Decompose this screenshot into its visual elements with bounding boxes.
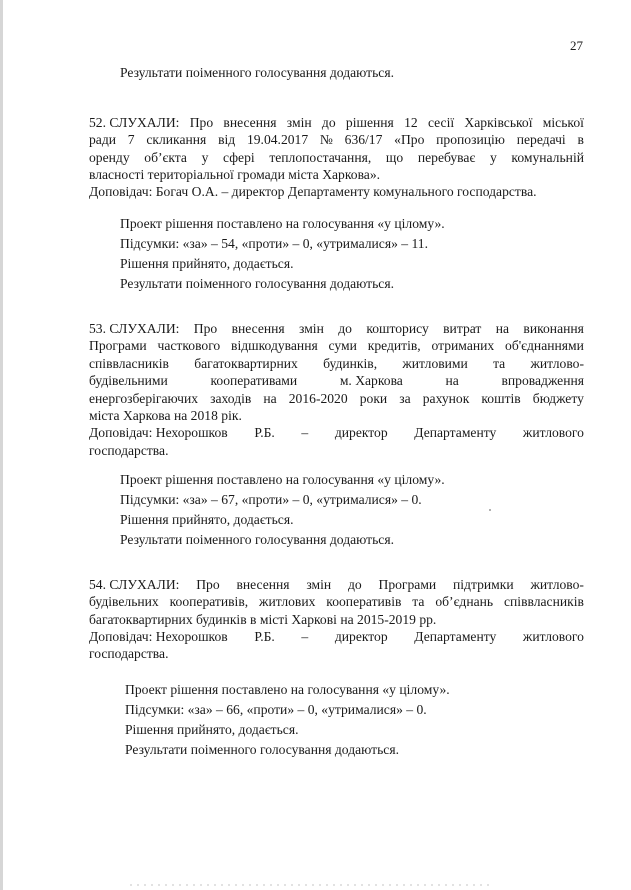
word: Програми — [89, 338, 147, 354]
heading-line-last: багатоквартирних будинків в місті Харкові на 2015-2019 рр. — [89, 611, 437, 627]
word: м. Харкова — [339, 373, 403, 389]
word: 12 — [404, 115, 418, 130]
word: 52. СЛУХАЛИ: — [89, 115, 180, 130]
vote-line: Рішення прийнято, додається. — [125, 722, 299, 737]
page-number: 27 — [570, 38, 583, 53]
word: 54. СЛУХАЛИ: — [89, 577, 180, 592]
word: витрат — [443, 321, 482, 336]
word: та — [412, 594, 425, 610]
word: теплопостачання, — [269, 149, 372, 165]
word: будівельними — [89, 373, 168, 389]
speaker-line-last: господарства. — [89, 442, 169, 458]
speaker-line — [89, 630, 584, 644]
heading-line — [89, 322, 584, 336]
word: 53. СЛУХАЛИ: — [89, 321, 180, 336]
word: підтримки — [453, 577, 514, 592]
intro-text: Результати поіменного голосування додаються. — [120, 65, 394, 80]
word: Департаменту — [414, 628, 497, 644]
word: змін — [299, 321, 324, 336]
word: житлово- — [530, 577, 584, 592]
heading-line — [89, 339, 584, 353]
word: змін — [286, 115, 312, 130]
word: Доповідач: Нехорошков — [89, 425, 228, 441]
word: Про — [189, 115, 214, 130]
word: житлово- — [530, 355, 584, 371]
word: пропозицію — [436, 132, 505, 148]
heading-line — [89, 357, 584, 371]
word: житлового — [522, 425, 584, 441]
word: кооперативами — [210, 373, 298, 389]
word: кредитів, — [367, 338, 421, 354]
vote-line: Результати поіменного голосування додаються. — [120, 276, 394, 291]
word: 7 — [127, 132, 135, 148]
word: що — [385, 149, 404, 165]
word: житлового — [522, 628, 584, 644]
word: будівельних — [89, 594, 159, 610]
word: до — [347, 577, 362, 592]
word: 19.04.2017 — [246, 132, 309, 148]
word: коштів — [481, 390, 521, 406]
speaker-line-last: господарства. — [89, 646, 169, 662]
heading-line — [89, 133, 584, 147]
word: міської — [542, 115, 584, 130]
word: за — [399, 390, 411, 406]
word: Доповідач: Нехорошков — [89, 628, 228, 644]
heading-line-last: власності територіальної громади міста Харкова». — [89, 166, 381, 182]
word: виконання — [523, 321, 584, 336]
vote-line: Рішення прийнято, додається. — [120, 512, 294, 527]
scan-edge — [0, 0, 3, 890]
word: часткового — [157, 338, 221, 354]
word: об'єднаннями — [505, 338, 584, 354]
word: «Про — [394, 132, 425, 148]
word: 636/17 — [344, 132, 383, 148]
word: Р.Б. — [254, 425, 275, 441]
heading-line — [89, 392, 584, 406]
word: – — [301, 628, 309, 644]
word: Про — [193, 321, 218, 336]
word: комунальній — [511, 149, 584, 165]
word: впровадження — [501, 373, 584, 389]
speaker-line — [89, 426, 584, 440]
word: сесії — [427, 115, 455, 130]
word: співвласників — [504, 594, 584, 610]
word: Про — [196, 577, 220, 592]
heading-line — [89, 595, 584, 609]
word: суми — [328, 338, 357, 354]
heading-line — [89, 151, 584, 165]
word: багатоквартирних — [194, 355, 298, 371]
word: від — [218, 132, 236, 148]
vote-line: Рішення прийнято, додається. — [120, 256, 294, 271]
word: отриманих — [431, 338, 495, 354]
word: житловими — [402, 355, 468, 371]
word: у — [201, 149, 209, 165]
word: Харківської — [464, 115, 533, 130]
word: до — [321, 115, 336, 130]
word: директор — [334, 628, 388, 644]
scan-artifact — [130, 884, 491, 886]
vote-line: Результати поіменного голосування додаються. — [120, 532, 394, 547]
word: відшкодування — [231, 338, 318, 354]
vote-line: Проект рішення поставлено на голосування «у цілому». — [125, 682, 450, 697]
word: та — [493, 355, 506, 371]
vote-line: Підсумки: «за» – 66, «проти» – 0, «утрималися» – 0. — [125, 702, 427, 717]
vote-line: Підсумки: «за» – 54, «проти» – 0, «утрималися» – 11. — [120, 236, 428, 251]
heading-line-last: міста Харкова на 2018 рік. — [89, 408, 242, 423]
word: перебуває — [417, 149, 476, 165]
word: № — [319, 132, 333, 148]
word: внесення — [236, 577, 290, 592]
vote-line: Проект рішення поставлено на голосування «у цілому». — [120, 472, 445, 487]
word: передачі — [516, 132, 566, 148]
vote-line: Підсумки: «за» – 67, «проти» – 0, «утрималися» – 0. — [120, 492, 422, 507]
word: на — [495, 321, 510, 336]
speaker-line-last: Доповідач: Богач О.А. – директор Департаменту комунального господарства. — [89, 184, 537, 200]
word: кошторису — [366, 321, 429, 336]
word: скликання — [146, 132, 207, 148]
word: на — [263, 390, 277, 406]
word: роки — [359, 390, 388, 406]
word: – — [301, 425, 309, 441]
word: на — [445, 373, 459, 389]
vote-line: Результати поіменного голосування додаються. — [125, 742, 399, 757]
word: бюджету — [532, 390, 584, 406]
word: житлових — [259, 594, 316, 610]
word: в — [577, 132, 584, 148]
word: об’єкта — [144, 149, 187, 165]
word: Р.Б. — [254, 628, 275, 644]
vote-line: Проект рішення поставлено на голосування «у цілому». — [120, 216, 445, 231]
word: директор — [334, 425, 388, 441]
heading-line — [89, 116, 584, 130]
word: кооперативів — [326, 594, 402, 610]
word: у — [489, 149, 497, 165]
word: співвласників — [89, 355, 169, 371]
word: рішення — [345, 115, 394, 130]
word: кооперативів, — [169, 594, 249, 610]
word: будинків, — [323, 355, 378, 371]
word: рахунок — [422, 390, 470, 406]
word: сфері — [223, 149, 255, 165]
word: оренду — [89, 149, 130, 165]
word: до — [338, 321, 352, 336]
word: ради — [89, 132, 117, 148]
word: Департаменту — [414, 425, 497, 441]
word: внесення — [231, 321, 285, 336]
word: 2016-2020 — [288, 390, 348, 406]
word: заходів — [210, 390, 252, 406]
word: змін — [306, 577, 332, 592]
heading-line — [89, 374, 584, 388]
word: Програми — [378, 577, 437, 592]
scan-speck — [489, 509, 491, 511]
word: внесення — [223, 115, 277, 130]
heading-line — [89, 578, 584, 592]
word: об’єднань — [435, 594, 494, 610]
word: енергозберігаючих — [89, 390, 199, 406]
